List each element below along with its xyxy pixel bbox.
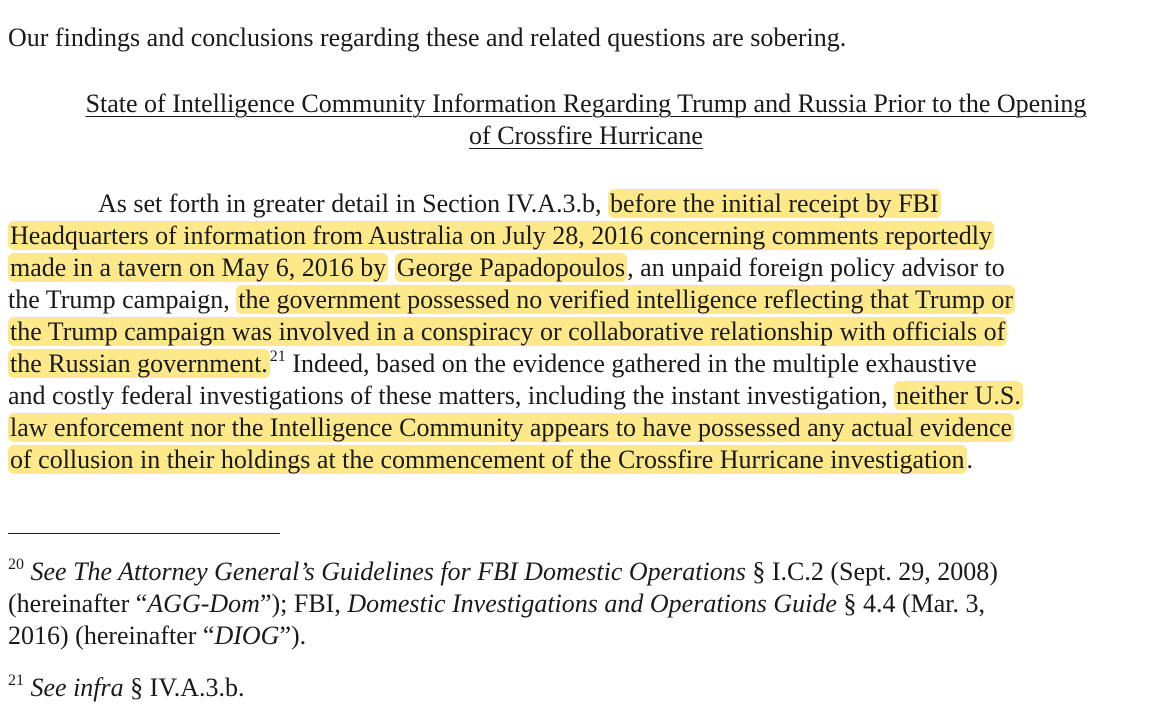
body-text: . (966, 445, 974, 474)
heading-line-2: of Crossfire Hurricane (469, 121, 703, 150)
body-line-9 (8, 444, 1168, 476)
footnote-text: 2016) (hereinafter “ (8, 621, 215, 650)
body-line-5 (8, 316, 1168, 348)
footnote-text: ”). (279, 621, 307, 650)
highlighted-text: law enforcement nor the Intelligence Community appears to have possessed any actual evidence (10, 413, 1013, 442)
footnote-text: § I.C.2 (Sept. 29, 2008) (745, 557, 998, 586)
footnote-number: 20 (8, 556, 24, 573)
footnote-short-title: DIOG (214, 621, 280, 650)
footnote-citation-title: Domestic Investigations and Operations Guide (347, 589, 837, 618)
footnote-text: § 4.4 (Mar. 3, (836, 589, 985, 618)
body-line-8 (8, 412, 1168, 444)
highlighted-text: the Russian government. (10, 349, 268, 378)
footnote-21 (8, 672, 245, 704)
body-line-2 (8, 220, 1168, 252)
heading-line-1: State of Intelligence Community Information Regarding Trump and Russia Prior to the Opening (85, 89, 1087, 118)
footnote-ref-21: 21 (269, 348, 286, 365)
body-line-3 (8, 252, 1168, 284)
footnote-text: (hereinafter “ (8, 589, 148, 618)
highlighted-text: the Trump campaign was involved in a conspiracy or collaborative relationship with officials of (10, 317, 1006, 346)
footnote-number: 21 (8, 672, 24, 689)
footnote-divider (8, 533, 280, 534)
body-line-1 (8, 188, 1168, 220)
intro-sentence: Our findings and conclusions regarding these and related questions are sobering. (8, 23, 847, 52)
highlighted-text: made in a tavern on May 6, 2016 by (10, 253, 387, 282)
highlighted-text: Headquarters of information from Australia on July 28, 2016 concerning comments reportedly (10, 221, 992, 250)
highlighted-text: the government possessed no verified intelligence reflecting that Trump or (238, 285, 1013, 314)
footnote-short-title: AGG-Dom (147, 589, 260, 618)
body-paragraph (8, 188, 1168, 476)
body-text: , an unpaid foreign policy advisor to (627, 253, 1005, 282)
footnote-text: § IV.A.3.b. (123, 673, 245, 702)
footnote-20 (8, 556, 998, 652)
highlighted-text: before the initial receipt by FBI (610, 189, 939, 218)
body-text: and costly federal investigations of these matters, including the instant investigation, (8, 381, 888, 410)
footnote-text: ”); FBI, (259, 589, 348, 618)
highlighted-text: neither U.S. (895, 381, 1021, 410)
highlighted-name: George Papadopoulos (396, 253, 626, 282)
body-text: As set forth in greater detail in Section IV.A.3.b, (98, 189, 602, 218)
footnote-20-line-2 (8, 588, 998, 620)
footnote-21-line-1 (8, 672, 245, 704)
footnote-20-line-3 (8, 620, 998, 652)
body-text: the Trump campaign, (8, 285, 230, 314)
body-line-7 (8, 380, 1168, 412)
body-line-6 (8, 348, 1168, 380)
footnote-citation-title: See infra (30, 673, 124, 702)
body-text: Indeed, based on the evidence gathered in the multiple exhaustive (292, 349, 977, 378)
highlighted-text: of collusion in their holdings at the commencement of the Crossfire Hurricane investigation (10, 445, 965, 474)
section-heading (8, 88, 1164, 152)
footnote-citation-title: See The Attorney General’s Guidelines for FBI Domestic Operations (30, 557, 746, 586)
footnote-20-line-1 (8, 556, 998, 588)
body-line-4 (8, 284, 1168, 316)
